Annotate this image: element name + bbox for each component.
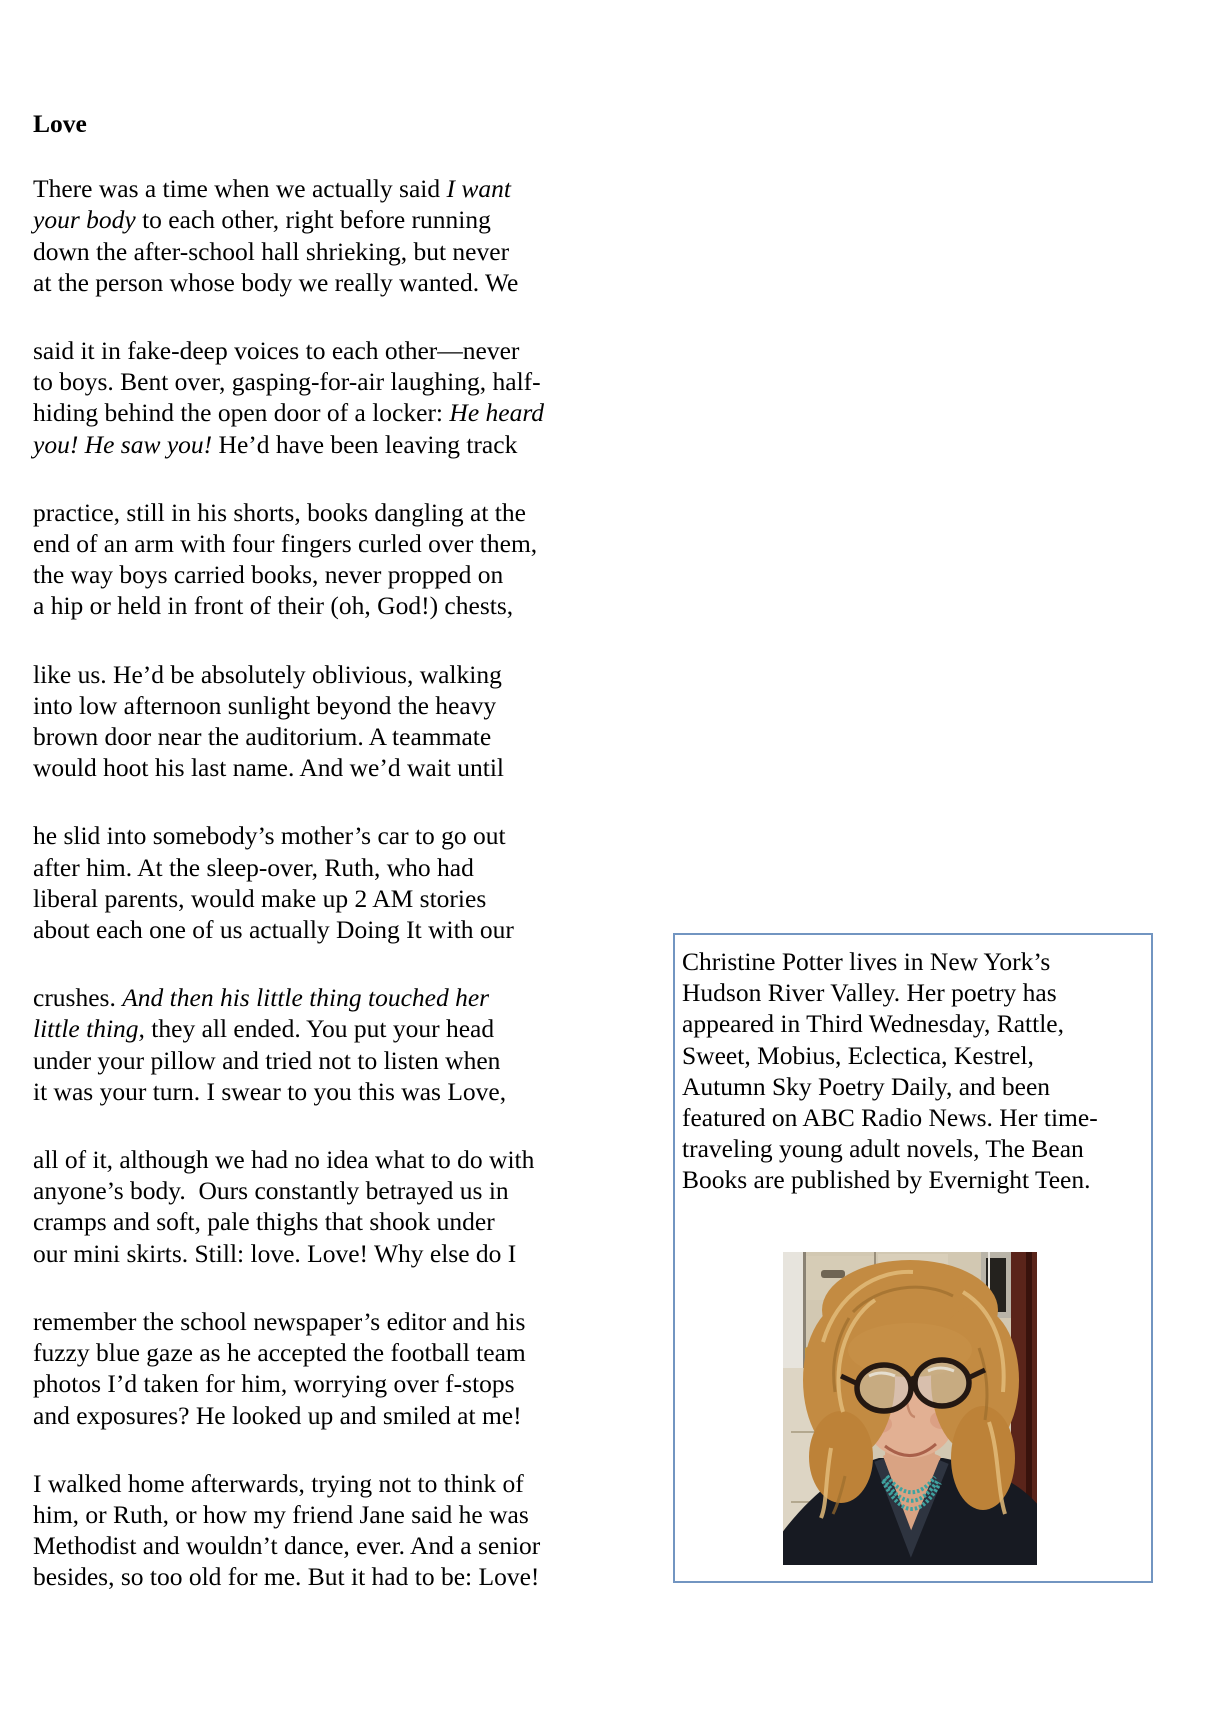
text-run: into low afternoon sunlight beyond the heavy [33,690,497,720]
bio-line: Christine Potter lives in New York’s [682,947,1051,976]
poem-stanza [33,659,593,784]
text-run: to each other, right before running [135,205,491,235]
text-run: he slid into somebody’s mother’s car to go out [33,821,506,851]
poem-stanza [33,173,593,298]
text-run-italic: your body [33,205,136,235]
author-photo [783,1252,1037,1565]
poem-stanza [33,1468,593,1593]
poem-line [33,1013,593,1044]
text-run: besides, so too old for me. But it had to be: Love! [33,1562,540,1592]
text-run: and exposures? He looked up and smiled at me! [33,1400,522,1430]
text-run: under your pillow and tried not to listen when [33,1045,501,1075]
text-run: all of it, although we had no idea what to do with [33,1145,535,1175]
poem-line [33,590,593,621]
text-run: like us. He’d be absolutely oblivious, walking [33,659,502,689]
poem-stanza [33,820,593,945]
text-run: to boys. Bent over, gasping-for-air laughing, half- [33,367,541,397]
poem-line [33,1206,593,1237]
text-run: end of an arm with four fingers curled over them, [33,529,538,559]
text-run: it was your turn. I swear to you this was Love, [33,1076,507,1106]
text-run: the way boys carried books, never propped on [33,560,504,590]
text-run: anyone’s body. Ours constantly betrayed us in [33,1176,509,1206]
poem-line [33,1076,593,1107]
poem-line [33,204,593,235]
text-run-italic: you! He saw you! [33,429,213,459]
text-run: hiding behind the open door of a locker: [33,398,450,428]
poem-line [33,366,593,397]
poem-stanza [33,335,593,460]
poem-stanza [33,1144,593,1269]
poem-line [33,1144,593,1175]
poem-line [33,752,593,783]
text-run: liberal parents, would make up 2 AM stories [33,883,487,913]
bio-line: Autumn Sky Poetry Daily, and been [682,1071,1051,1101]
poem-line [33,914,593,945]
poem-line [33,236,593,267]
poem-line [33,1530,593,1561]
poem-line [33,528,593,559]
text-run-italic: little thing, [33,1014,145,1044]
text-run-italic: And then his little thing touched her [122,983,490,1013]
bio-line: Hudson River Valley. Her poetry has [682,978,1057,1008]
text-run: remember the school newspaper’s editor and his [33,1306,526,1336]
poem-line [33,982,593,1013]
text-run-italic: He heard [449,398,545,428]
text-run: they all ended. You put your head [144,1014,495,1044]
poem-line [33,1175,593,1206]
bio-line: Books are published by Evernight Teen. [682,1165,1091,1195]
text-run: fuzzy blue gaze as he accepted the football team [33,1338,526,1368]
text-run: a hip or held in front of their (oh, God!) chests, [33,591,514,621]
poem-line [33,1337,593,1368]
bio-line: traveling young adult novels, The Bean [682,1134,1084,1164]
poem-stanza [33,497,593,622]
text-run: There was a time when we actually said [33,174,447,204]
text-run: after him. At the sleep-over, Ruth, who had [33,852,474,882]
bio-line: featured on ABC Radio News. Her time- [682,1103,1098,1133]
bio-line: appeared in Third Wednesday, Rattle, [682,1009,1064,1039]
text-run: down the after-school hall shrieking, but never [33,236,510,266]
poem-stanza [33,982,593,1107]
poem-line [33,820,593,851]
poem-line [33,1306,593,1337]
bio-line: Sweet, Mobius, Eclectica, Kestrel, [682,1040,1034,1070]
poem-line [33,335,593,366]
text-run: our mini skirts. Still: love. Love! Why else do I [33,1238,517,1268]
poem-line [33,397,593,428]
poem-line [33,1468,593,1499]
poem-title: Love [33,109,87,138]
text-run: photos I’d taken for him, worrying over f-stops [33,1369,515,1399]
poem-line [33,1045,593,1076]
poem-stanza [33,1306,593,1431]
poem-line [33,1238,593,1269]
text-run: about each one of us actually Doing It with our [33,915,514,945]
text-run: would hoot his last name. And we’d wait until [33,753,504,783]
poem-line [33,659,593,690]
poem-line [33,883,593,914]
text-run: at the person whose body we really wanted. We [33,267,519,297]
text-run: cramps and soft, pale thighs that shook under [33,1207,495,1237]
text-run: crushes. [33,983,123,1013]
poem-line [33,1368,593,1399]
poem-line [33,1499,593,1530]
poem-line [33,1561,593,1592]
poem-column [33,108,593,1630]
poem-line [33,173,593,204]
poem-line [33,1400,593,1431]
text-run: Methodist and wouldn’t dance, ever. And a senior [33,1531,541,1561]
text-run: I walked home afterwards, trying not to think of [33,1468,524,1498]
text-run: said it in fake-deep voices to each other—never [33,336,520,366]
poem-line [33,267,593,298]
poem-line [33,852,593,883]
text-run: brown door near the auditorium. A teammate [33,722,492,752]
poem-line [33,559,593,590]
poem-line [33,429,593,460]
poem-line [33,497,593,528]
text-run: He’d have been leaving track [212,429,518,459]
text-run: practice, still in his shorts, books dangling at the [33,497,526,527]
poem-line [33,690,593,721]
poem-line [33,721,593,752]
text-run-italic: I want [446,174,511,204]
text-run: him, or Ruth, or how my friend Jane said he was [33,1499,529,1529]
